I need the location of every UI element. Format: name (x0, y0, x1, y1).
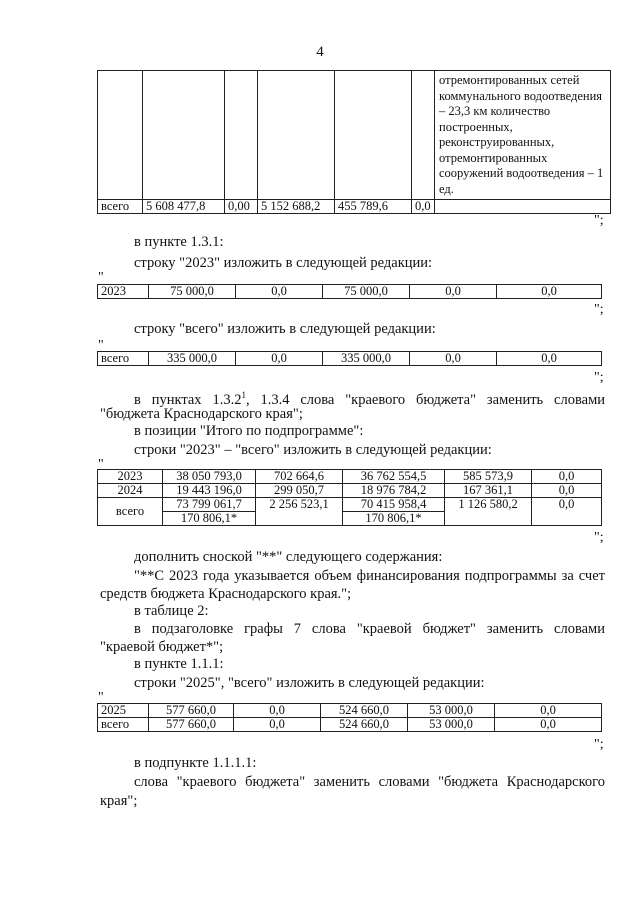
table-description-cell: отремонтированных сетей коммунального водоотведения – 23,3 км количество построенных, реконструированных, отремонтированных сооружений водоотведения – 1 ед. (435, 71, 611, 200)
footnote-mark: 1 (241, 390, 246, 400)
quote-close: "; (594, 370, 604, 385)
table-2025 (97, 703, 602, 732)
table-cell: 2023 (98, 285, 149, 299)
table-cell: 577 660,0 (149, 718, 234, 732)
paragraph: в подпункте 1.1.1.1: (134, 755, 257, 771)
table-cell: 0,0 (495, 718, 602, 732)
table-cell: 335 000,0 (323, 352, 410, 366)
table-cell: 524 660,0 (321, 704, 408, 718)
table-cell: 0,00 (225, 200, 258, 214)
table-cell: 53 000,0 (408, 704, 495, 718)
table-cell: 170 806,1* (163, 512, 256, 526)
table-cell: 577 660,0 (149, 704, 234, 718)
table-cell: всего (98, 498, 163, 526)
table-cell: 170 806,1* (343, 512, 445, 526)
table-cell: 0,0 (532, 470, 602, 484)
table-cell: 0,0 (234, 704, 321, 718)
paragraph: края"; (100, 793, 138, 809)
table-cell: 2 256 523,1 (256, 498, 343, 526)
table-cell: 38 050 793,0 (163, 470, 256, 484)
table-cell: 2023 (98, 470, 163, 484)
table-cell: 0,0 (410, 285, 497, 299)
paragraph: "бюджета Краснодарского края"; (100, 406, 303, 422)
paragraph: в пункте 1.3.1: (134, 234, 224, 250)
table-cell: 19 443 196,0 (163, 484, 256, 498)
paragraph: средств бюджета Краснодарского края."; (100, 586, 352, 602)
table-cell: 70 415 958,4 (343, 498, 445, 512)
paragraph: в подзаголовке графы 7 слова "краевой бюджет" заменить словами (134, 621, 605, 637)
table-cell: 36 762 554,5 (343, 470, 445, 484)
table-cell: 167 361,1 (445, 484, 532, 498)
table-cell: 585 573,9 (445, 470, 532, 484)
table-cell: 0,0 (234, 718, 321, 732)
table-cell: всего (98, 718, 149, 732)
table-cell: 1 126 580,2 (445, 498, 532, 526)
table-cell: 702 664,6 (256, 470, 343, 484)
table-cell: 0,0 (236, 352, 323, 366)
table-cell: 2024 (98, 484, 163, 498)
table-itogo (97, 469, 602, 526)
paragraph: дополнить сноской "**" следующего содержания: (134, 549, 443, 565)
table-cell: 5 608 477,8 (143, 200, 225, 214)
quote-open: " (98, 457, 104, 472)
table-cell: всего (98, 200, 143, 214)
table-cell: 299 050,7 (256, 484, 343, 498)
paragraph-text: в пунктах 1.3.2 (134, 391, 242, 408)
table-cell: 0,0 (532, 498, 602, 526)
table-cell: 5 152 688,2 (258, 200, 335, 214)
paragraph: в таблице 2: (134, 603, 209, 619)
quote-close: "; (594, 530, 604, 545)
table-cell: 75 000,0 (149, 285, 236, 299)
table-cell: 0,0 (497, 285, 602, 299)
table-cell: 75 000,0 (323, 285, 410, 299)
table-row-total (97, 351, 602, 366)
table-cell: 524 660,0 (321, 718, 408, 732)
paragraph-text: , 1.3.4 слова "краевого бюджета" заменить словами (245, 391, 606, 408)
table-cell: 0,0 (236, 285, 323, 299)
page-number: 4 (316, 44, 324, 60)
quote-close: "; (594, 213, 604, 228)
paragraph: слова "краевого бюджета" заменить словами "бюджета Краснодарского (134, 774, 605, 790)
paragraph: строку "2023" изложить в следующей редакции: (134, 255, 433, 271)
paragraph: строки "2025", "всего" изложить в следующей редакции: (134, 675, 485, 691)
paragraph: строку "всего" изложить в следующей редакции: (134, 321, 436, 337)
paragraph: "**С 2023 года указывается объем финансирования подпрограммы за счет (134, 568, 605, 584)
table-cell: 455 789,6 (335, 200, 412, 214)
table-cell: всего (98, 352, 149, 366)
table-cell: 18 976 784,2 (343, 484, 445, 498)
table-cell: 0,0 (410, 352, 497, 366)
table-row-2023 (97, 284, 602, 299)
paragraph: строки "2023" – "всего" изложить в следующей редакции: (134, 442, 492, 458)
table-continuation (97, 70, 611, 214)
table-cell: 53 000,0 (408, 718, 495, 732)
paragraph: в позиции "Итого по подпрограмме": (134, 423, 364, 439)
table-cell: 73 799 061,7 (163, 498, 256, 512)
quote-open: " (98, 270, 104, 285)
quote-open: " (98, 338, 104, 353)
table-cell: 0,0 (495, 704, 602, 718)
quote-close: "; (594, 302, 604, 317)
table-cell: 0,0 (412, 200, 435, 214)
table-cell: 2025 (98, 704, 149, 718)
quote-open: " (98, 690, 104, 705)
table-cell: 0,0 (532, 484, 602, 498)
table-cell: 335 000,0 (149, 352, 236, 366)
paragraph: в пункте 1.1.1: (134, 656, 224, 672)
paragraph: "краевой бюджет*"; (100, 639, 224, 655)
table-cell: 0,0 (497, 352, 602, 366)
quote-close: "; (594, 737, 604, 752)
